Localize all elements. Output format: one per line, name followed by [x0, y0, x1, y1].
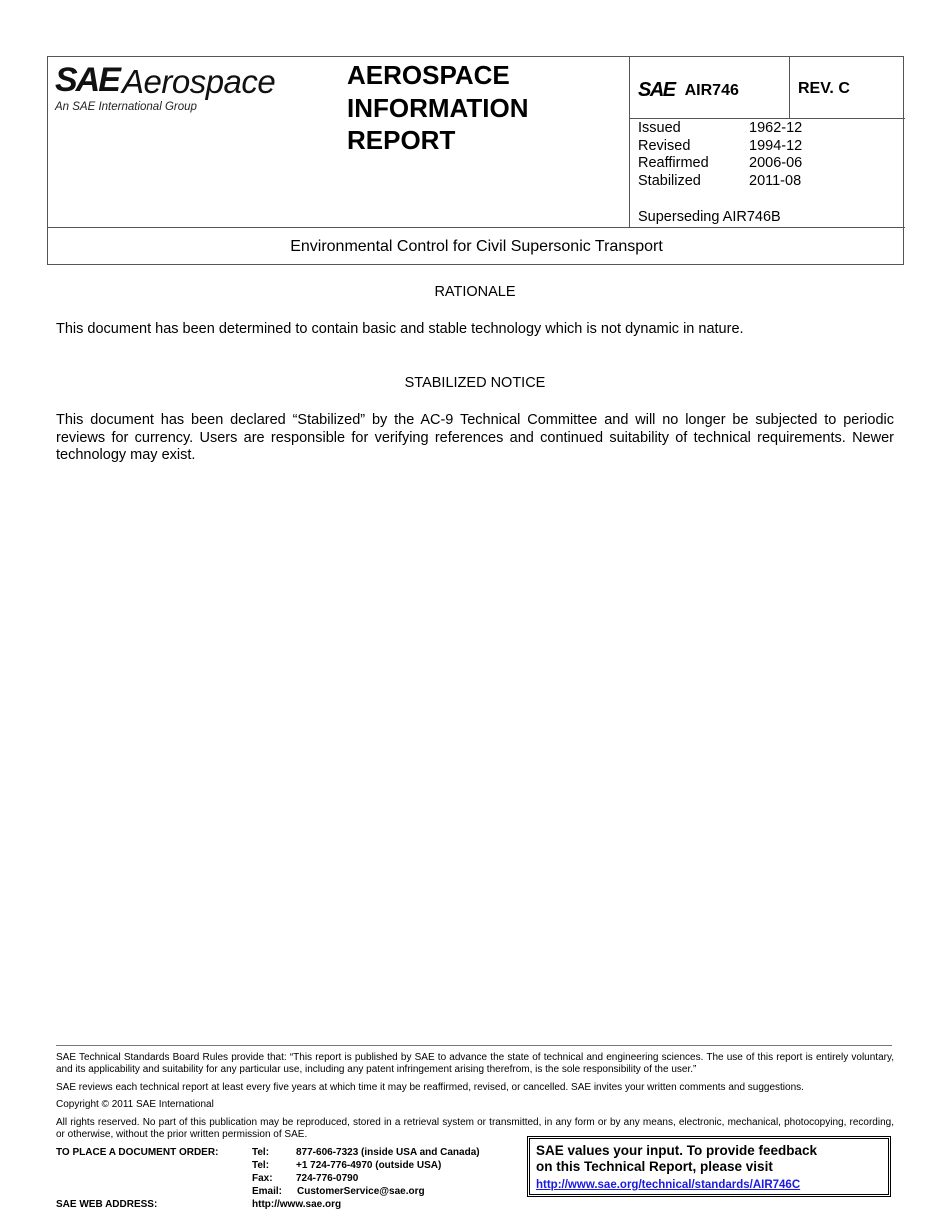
contact-email: CustomerService@sae.org: [297, 1186, 425, 1197]
header-table: [47, 56, 904, 265]
document-type-line: AEROSPACE: [347, 60, 510, 90]
contact-key: Tel:: [252, 1160, 270, 1171]
date-label: Stabilized: [638, 172, 701, 189]
date-row: [638, 155, 802, 173]
contact-key: Email:: [252, 1186, 283, 1197]
rules-text: SAE Technical Standards Board Rules provide that: “This report is published by SAE to advance the state of technical and engineering sciences. The use of this report is entirely voluntary, and its applicability and suitability for any particular use, including any patent infringement arising therefrom, is the sole responsibility of the user.”: [56, 1052, 894, 1075]
date-value: 1962-12: [749, 120, 803, 136]
rationale-text: This document has been determined to contain basic and stable technology which is not dynamic in nature.: [56, 321, 744, 337]
document-id: [638, 79, 739, 102]
revision-label: REV. C: [798, 80, 850, 97]
logo-product: Aerospace: [122, 63, 276, 100]
logo-brand: SAE: [55, 61, 119, 99]
document-type-line: REPORT: [347, 125, 456, 155]
contact-key: Fax:: [252, 1173, 273, 1184]
date-row: [638, 120, 802, 138]
date-label: Reaffirmed: [638, 155, 709, 171]
feedback-line: on this Technical Report, please visit: [536, 1159, 773, 1174]
feedback-box: [527, 1136, 891, 1197]
copyright-text: Copyright © 2011 SAE International: [56, 1099, 214, 1110]
divider: [629, 57, 630, 227]
web-address-label: SAE WEB ADDRESS:: [56, 1199, 158, 1210]
date-label: Revised: [638, 137, 691, 154]
document-number: AIR746: [684, 81, 739, 99]
order-label: TO PLACE A DOCUMENT ORDER:: [56, 1147, 219, 1158]
contact-value: 724-776-0790: [296, 1173, 359, 1184]
date-value: 2006-06: [749, 155, 803, 171]
rationale-heading: RATIONALE: [434, 284, 516, 300]
date-value: 2011-08: [749, 172, 802, 189]
web-address-value: http://www.sae.org: [252, 1199, 342, 1210]
review-text: SAE reviews each technical report at least every five years at which time it may be reaffirmed, revised, or cancelled. SAE invites your written comments and suggestions.: [56, 1082, 804, 1093]
date-row: [638, 173, 802, 191]
contact-key: Tel:: [252, 1147, 270, 1158]
footer-divider: [56, 1045, 892, 1046]
stabilized-notice-heading: STABILIZED NOTICE: [404, 375, 546, 391]
date-list: [638, 120, 802, 190]
divider: [629, 118, 905, 119]
date-row: [638, 138, 802, 156]
contact-value: 877-606-7323 (inside USA and Canada): [296, 1147, 480, 1158]
sae-aerospace-logo: [55, 61, 295, 117]
date-value: 1994-12: [749, 137, 803, 154]
document-title: Environmental Control for Civil Supersonic Transport: [290, 238, 663, 255]
rights-text: All rights reserved. No part of this publication may be reproduced, stored in a retrieval system or transmitted, in any form or by any means, electronic, mechanical, photocopying, recording, or otherwise, without the prior written permission of SAE.: [56, 1117, 894, 1140]
document-type: [347, 59, 529, 157]
date-label: Issued: [638, 120, 681, 136]
logo-tagline: An SAE International Group: [55, 101, 197, 113]
superseding-note: Superseding AIR746B: [638, 209, 781, 225]
divider: [789, 57, 790, 118]
sae-mini-logo: SAE: [638, 79, 675, 101]
feedback-line: SAE values your input. To provide feedback: [536, 1143, 818, 1158]
stabilized-notice-text: This document has been declared “Stabilized” by the AC-9 Technical Committee and will no longer be subjected to periodic reviews for currency. Users are responsible for verifying references and continued suitability of technical requirements. Newer technology may exist.: [56, 412, 894, 463]
contact-value: +1 724-776-4970 (outside USA): [296, 1160, 442, 1171]
document-type-line: INFORMATION: [347, 92, 529, 123]
feedback-link[interactable]: http://www.sae.org/technical/standards/AIR746C: [536, 1179, 801, 1191]
